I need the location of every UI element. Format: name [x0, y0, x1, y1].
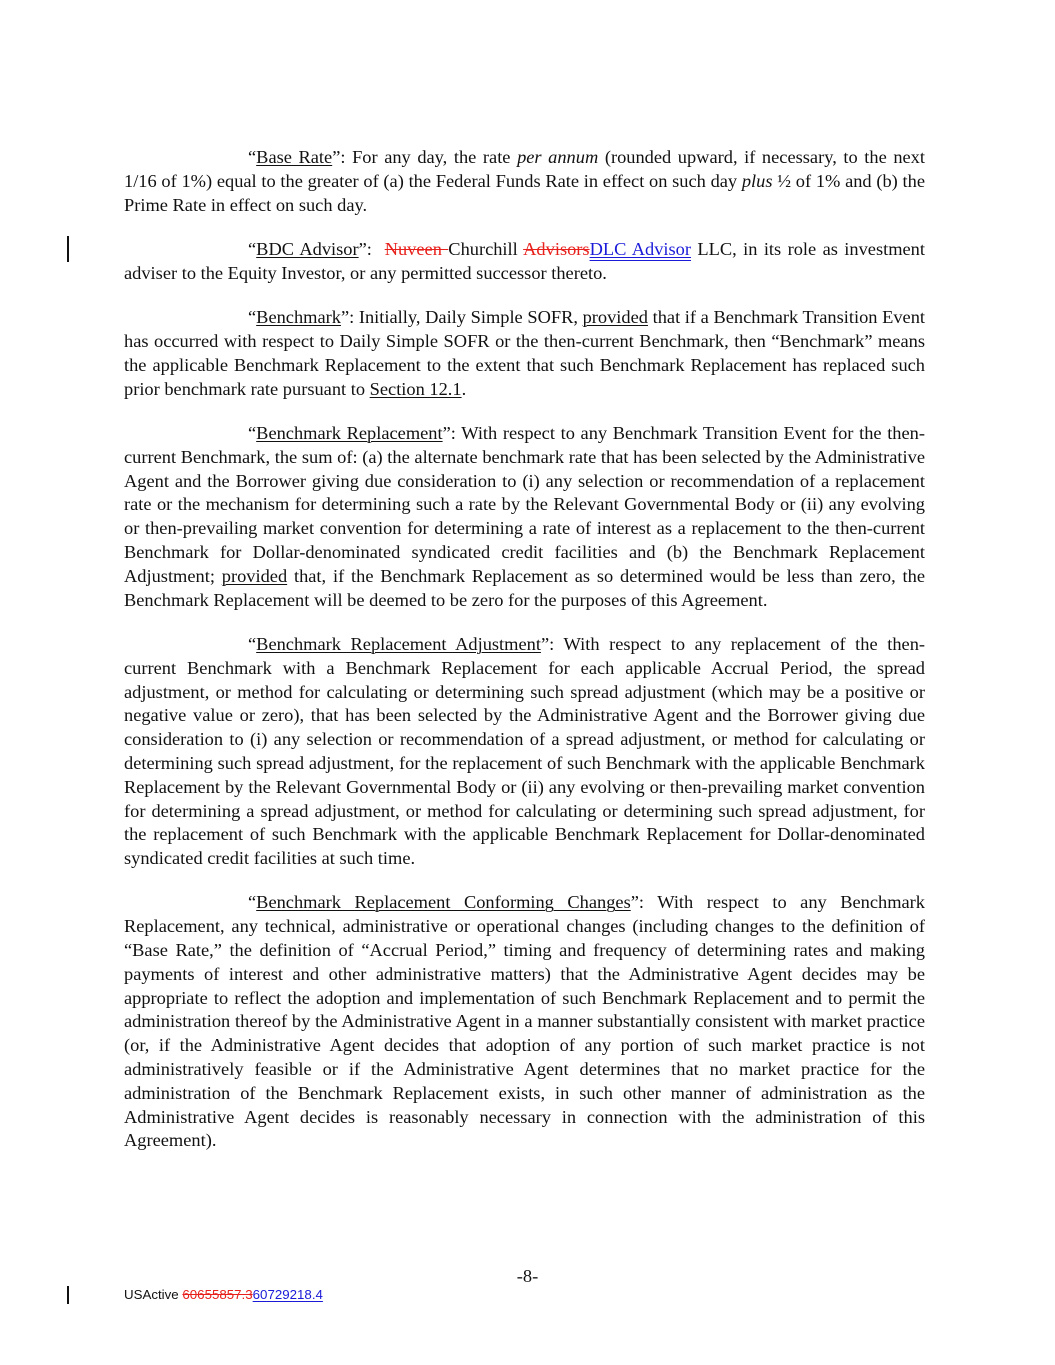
change-bar: [67, 1286, 69, 1304]
document-id-footer: USActive 60655857.360729218.4: [124, 1287, 323, 1302]
definition-benchmark-replacement-conforming-changes: “Benchmark Replacement Conforming Changes”: With respect to any Benchmark Replacement, any technical, administrative or operational changes (including changes to the definition of “Base Rate,” the definition of “Accrual Period,” timing and frequency of determining rates and making payments of interest and other administrative matters) that the Administrative Agent decides may be appropriate to reflect the adoption and implementation of such Benchmark Replacement and to permit the administration thereof by the Administrative Agent in a manner substantially consistent with market practice (or, if the Administrative Agent decides that adoption of any portion of such market practice is not administratively feasible or if the Administrative Agent determines that no market practice for the administration of the Benchmark Replacement exists, in such other manner of administration as the Administrative Agent decides is reasonably necessary in connection with the administration of this Agreement).: [124, 892, 925, 1151]
provided-proviso: provided: [221, 565, 288, 586]
definition-benchmark-replacement: “Benchmark Replacement”: With respect to any Benchmark Transition Event for the then-current Benchmark, the sum of: (a) the alternate benchmark rate that has been selected by the Administrative Agent and the Borrower giving due consideration to (i) any selection or recommendation of a replacement rate or the mechanism for determining such a rate by the Relevant Governmental Body or (ii) any evolving or then-prevailing market convention for determining a rate of interest as a replacement to the then-current Benchmark for Dollar-denominated syndicated credit facilities and (b) the Benchmark Replacement Adjustment; provided that, if the Benchmark Replacement as so determined would be less than zero, the Benchmark Replacement will be deemed to be zero for the purposes of this Agreement.: [124, 422, 925, 610]
definition-benchmark: “Benchmark”: Initially, Daily Simple SOFR, provided that if a Benchmark Transition Event has occurred with respect to Daily Simple SOFR or the then-current Benchmark, then “Benchmark” means the applicable Benchmark Replacement to the extent that such Benchmark Replacement has replaced such prior benchmark rate pursuant to Section 12.1.: [124, 307, 926, 399]
tracked-insertion: DLC Advisor: [589, 238, 691, 259]
provided-proviso: provided: [582, 307, 648, 328]
defined-term: Benchmark Replacement Conforming Changes: [256, 892, 631, 913]
defined-term: Benchmark Replacement Adjustment: [256, 633, 541, 654]
tracked-deletion: Nuveen: [384, 238, 449, 259]
defined-term: Base Rate: [256, 147, 333, 167]
definition-bdc-advisor: “BDC Advisor”: Nuveen Churchill AdvisorsDLC Advisor LLC, in its role as investment adviser to the Equity Investor, or any permitted successor thereto.: [124, 238, 925, 283]
definition-base-rate: “Base Rate”: For any day, the rate per annum (rounded upward, if necessary, to the next 1/16 of 1%) equal to the greater of (a) the Federal Funds Rate in effect on such day plus ½ of 1% and (b) the Prime Rate in effect on such day.: [124, 147, 925, 215]
definitions-body: [124, 146, 925, 1153]
change-bar: [67, 236, 69, 262]
tracked-deletion: Advisors: [523, 238, 590, 259]
page-number: -8-: [516, 1266, 539, 1286]
defined-term: BDC Advisor: [256, 238, 359, 259]
tracked-insertion: 60729218.4: [252, 1287, 323, 1302]
section-reference: Section 12.1: [369, 378, 462, 399]
defined-term: Benchmark Replacement: [256, 422, 443, 443]
defined-term: Benchmark: [256, 307, 341, 328]
tracked-deletion: 60655857.3: [182, 1287, 253, 1302]
definition-benchmark-replacement-adjustment: “Benchmark Replacement Adjustment”: With respect to any replacement of the then-current Benchmark with a Benchmark Replacement for each applicable Accrual Period, the spread adjustment, or method for calculating or determining such spread adjustment (which may be a positive or negative value or zero), that has been selected by the Administrative Agent and the Borrower giving due consideration to (i) any selection or recommendation of a spread adjustment, or method for calculating or determining such spread adjustment, for the replacement of such Benchmark with the applicable Benchmark Replacement by the Relevant Governmental Body or (ii) any evolving or then-prevailing market convention for determining a spread adjustment, or method for calculating or determining such spread adjustment, for the replacement of such Benchmark with the applicable Benchmark Replacement for Dollar-denominated syndicated credit facilities at such time.: [124, 633, 926, 869]
